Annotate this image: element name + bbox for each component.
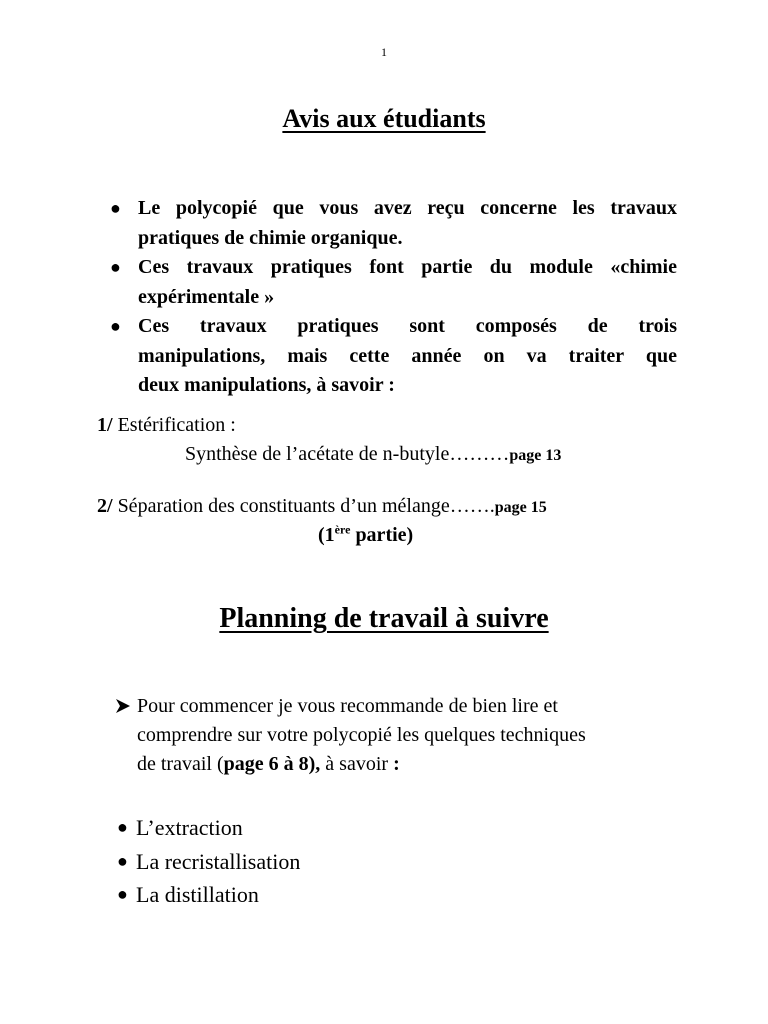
manipulation-1-number: 1/ <box>97 414 113 436</box>
bullet-dot-icon: ● <box>117 817 128 837</box>
notice-bullet <box>105 194 677 253</box>
intro-line <box>137 750 675 779</box>
intro-page-ref: page 6 à 8), <box>223 753 321 775</box>
technique-label: La distillation <box>136 882 259 907</box>
manipulation-2 <box>97 495 547 518</box>
bullet-line: Ces travaux pratiques sont composés de trois <box>138 315 677 337</box>
technique-label: La recristallisation <box>136 848 301 874</box>
bullet-line: expérimentale » <box>138 285 275 308</box>
technique-item <box>117 845 300 879</box>
part-open: (1 <box>318 524 335 546</box>
manipulation-1-detail <box>185 443 561 466</box>
notice-title: Avis aux étudiants <box>282 104 486 133</box>
manipulation-1-page-ref: page 13 <box>509 447 562 464</box>
notice-bullet-list <box>105 194 677 401</box>
manipulation-2-part <box>318 524 413 547</box>
manipulation-2-number: 2/ <box>97 495 113 517</box>
notice-bullet <box>105 312 677 401</box>
intro-line: comprendre sur votre polycopié les quelques techniques <box>137 724 586 746</box>
part-close: partie) <box>350 524 414 546</box>
arrow-list-item <box>115 692 675 779</box>
bullet-dot-icon: ● <box>117 850 128 871</box>
planning-intro <box>115 692 675 779</box>
planning-title: Planning de travail à suivre <box>219 603 549 634</box>
technique-label: L’extraction <box>136 815 243 840</box>
intro-line3-mid: à savoir <box>320 753 394 775</box>
bullet-dot-icon: ● <box>110 257 121 277</box>
manipulation-1-title: Estérification : <box>112 414 236 436</box>
manipulation-2-title: Séparation des constituants d’un mélange……. <box>112 495 495 517</box>
bullet-line: deux manipulations, à savoir : <box>138 374 395 396</box>
technique-item <box>117 811 300 845</box>
manipulation-1-subtitle: Synthèse de l’acétate de n-butyle……… <box>185 443 510 465</box>
bullet-dot-icon: ● <box>110 198 121 218</box>
notice-bullet <box>105 253 677 312</box>
intro-line: Pour commencer je vous recommande de bien lire et <box>137 695 558 717</box>
part-superscript: ère <box>334 522 351 537</box>
techniques-list <box>117 811 300 912</box>
bullet-dot-icon: ● <box>110 316 121 336</box>
bullet-line: Ces travaux pratiques font partie du module «chimie <box>138 256 677 278</box>
technique-item <box>117 878 300 912</box>
bullet-line: manipulations, mais cette année on va traiter que <box>138 344 677 367</box>
arrow-bullet-icon <box>115 692 131 723</box>
manipulation-1 <box>97 414 236 437</box>
page-number: 1 <box>381 45 387 59</box>
bullet-dot-icon: ● <box>117 884 128 904</box>
manipulation-2-page-ref: page 15 <box>494 499 547 516</box>
intro-colon: : <box>393 753 400 775</box>
bullet-line: pratiques de chimie organique. <box>138 226 403 249</box>
bullet-line: Le polycopié que vous avez reçu concerne les travaux <box>138 197 677 219</box>
intro-line3-start: de travail ( <box>137 753 224 775</box>
